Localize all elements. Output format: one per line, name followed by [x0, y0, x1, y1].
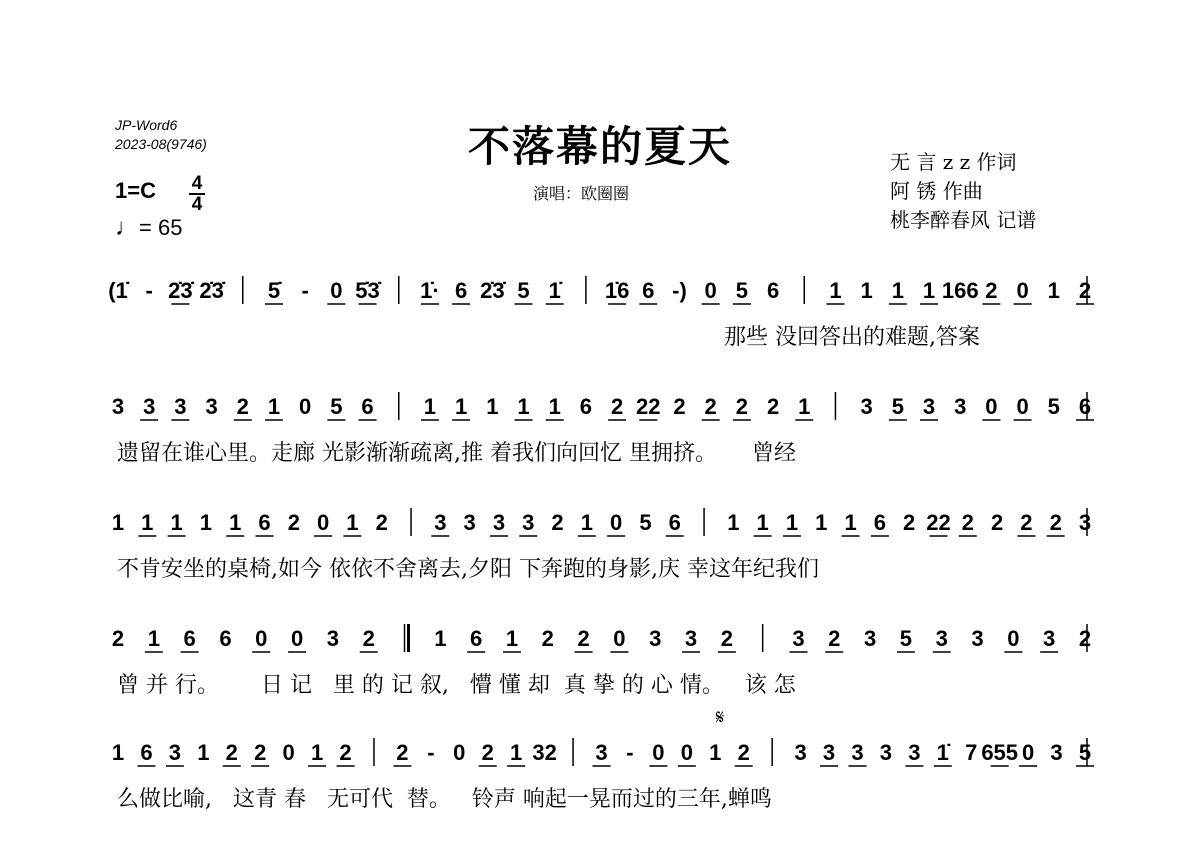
- score-note: 3: [794, 740, 807, 765]
- time-sig-top: 4: [191, 173, 203, 194]
- score-note: 3: [595, 740, 608, 765]
- score-note: 3: [463, 510, 476, 535]
- score-note: 3: [492, 510, 506, 535]
- score-note: 0: [316, 510, 330, 535]
- score-note: 2: [541, 626, 554, 651]
- score-note: 5: [1047, 394, 1060, 419]
- composer-credit: 阿 锈 作曲: [890, 179, 983, 203]
- score-note: 5: [639, 510, 652, 535]
- score-note: 5̇3̇: [355, 278, 380, 303]
- score-note: 2: [287, 510, 300, 535]
- score-note: 1: [510, 740, 523, 765]
- score-note: 1: [580, 510, 593, 535]
- score-note: 5: [891, 394, 904, 419]
- score-note: 2: [577, 626, 590, 651]
- score-note: 3: [922, 394, 936, 419]
- score-note: 3: [168, 740, 182, 765]
- score-note: 2̇3̇: [168, 278, 193, 303]
- score-note: 1: [267, 394, 281, 419]
- score-note: 5̇: [267, 278, 281, 303]
- score-note: -: [145, 278, 153, 303]
- score-note: 3: [143, 394, 156, 419]
- score-note: 6: [873, 510, 887, 535]
- score-note: 2: [236, 394, 249, 419]
- score-note: 1: [517, 394, 530, 419]
- score-note: 1: [141, 510, 154, 535]
- score-note: 0: [282, 740, 295, 765]
- score-note: 6: [183, 626, 196, 651]
- score-note: 1: [727, 510, 740, 535]
- score-note: 3: [792, 626, 805, 651]
- score-note: 3: [522, 510, 535, 535]
- score-note: 3: [1078, 510, 1092, 535]
- score-note: 0: [255, 626, 268, 651]
- score-note: 2: [339, 740, 352, 765]
- lyricist-credit: 无 言 z z 作词: [890, 150, 1017, 174]
- score-note: 1: [1047, 278, 1060, 303]
- score-note: 1: [548, 394, 561, 419]
- score-note: 1̇·: [420, 278, 440, 303]
- lyric-line-5: 么做比喻, 这青 春 无可代 替。 铃声 响起一晃而过的三年,蝉鸣: [117, 787, 772, 812]
- score-note: 6: [258, 510, 271, 535]
- score-note: 1̇: [548, 278, 561, 303]
- score-note: 5: [735, 278, 748, 303]
- score-note: 3: [111, 394, 125, 419]
- score-note: 2: [1049, 510, 1062, 535]
- score-note: 1: [199, 510, 213, 535]
- song-title: 不落幕的夏天: [467, 122, 732, 171]
- score-note: 3: [822, 740, 836, 765]
- score-note: 3: [935, 626, 948, 651]
- score-note: 0: [610, 510, 623, 535]
- score-note: 0: [330, 278, 343, 303]
- score-note: 2: [828, 626, 841, 651]
- tempo-value: = 65: [139, 215, 183, 240]
- score-note: 3: [684, 626, 698, 651]
- score-note: 5: [330, 394, 343, 419]
- score-note: 2̇3̇: [199, 278, 224, 303]
- score-note: 3: [205, 394, 218, 419]
- score-note: -): [672, 278, 687, 303]
- score-note: 2: [1078, 626, 1092, 651]
- score-note: 1: [486, 394, 499, 419]
- score-note: 0: [680, 740, 693, 765]
- score-note: 6: [766, 278, 780, 303]
- score-note: 2: [720, 626, 733, 651]
- score-note: 1: [756, 510, 769, 535]
- score-note: 655: [981, 740, 1019, 765]
- score-note: 1̇6: [604, 278, 630, 303]
- score-note: 6: [579, 394, 593, 419]
- score-note: 2̇3̇: [480, 278, 505, 303]
- score-note: 2: [903, 510, 916, 535]
- score-note: 1: [860, 278, 873, 303]
- score-note: 3: [851, 740, 864, 765]
- score-note: 1: [891, 278, 904, 303]
- score-note: 3: [860, 394, 873, 419]
- score-note: 1: [785, 510, 799, 535]
- score-note: 2: [111, 626, 125, 651]
- score-note: 3: [174, 394, 187, 419]
- score-note: 22: [636, 394, 661, 419]
- score-note: 2: [673, 394, 686, 419]
- score-note: 6: [668, 510, 681, 535]
- score-note: 3: [971, 626, 984, 651]
- score-note: 5: [899, 626, 913, 651]
- score-note: 1: [829, 278, 842, 303]
- score-note: 0: [299, 394, 312, 419]
- score-note: 1: [455, 394, 468, 419]
- score-note: 2: [737, 740, 750, 765]
- segno-icon: 𝄋: [715, 705, 725, 729]
- score-note: 6: [219, 626, 232, 651]
- score-note: 1: [922, 278, 936, 303]
- score-note: 1: [505, 626, 519, 651]
- score-note: 166: [941, 278, 979, 303]
- score-note: 2: [375, 510, 388, 535]
- score-note: 2: [551, 510, 564, 535]
- score-note: 2: [961, 510, 974, 535]
- score-note: 6: [470, 626, 483, 651]
- score-note: 2: [1020, 510, 1033, 535]
- score-note: 0: [613, 626, 626, 651]
- score-note: 1: [798, 394, 811, 419]
- score-note: 0: [1016, 394, 1029, 419]
- score-note: 0: [290, 626, 304, 651]
- score-note: (1̇: [108, 278, 128, 303]
- score-note: 2: [481, 740, 494, 765]
- score-note: 1: [815, 510, 828, 535]
- score-note: 2: [990, 510, 1004, 535]
- score-note: 0: [985, 394, 998, 419]
- score-note: 5: [1078, 740, 1092, 765]
- score-note: 6: [455, 278, 468, 303]
- quarter-note-icon: ♩: [115, 214, 139, 241]
- score-note: -: [626, 740, 634, 765]
- lyric-line-1: 那些 没回答出的难题,答案: [724, 325, 980, 350]
- score-note: 1: [709, 740, 722, 765]
- score-note: 0: [1021, 740, 1035, 765]
- score-note: 2: [985, 278, 998, 303]
- score-note: 1̇: [936, 740, 949, 765]
- score-note: 2: [766, 394, 780, 419]
- score-note: 2: [225, 740, 238, 765]
- score-note: 3: [954, 394, 967, 419]
- score-note: 1: [147, 626, 160, 651]
- score-note: 2: [610, 394, 624, 419]
- score-note: 6: [1078, 394, 1092, 419]
- software-name: JP-Word6: [115, 117, 178, 133]
- score-note: 3: [879, 740, 893, 765]
- score-note: 1: [310, 740, 324, 765]
- score-note: 3: [908, 740, 921, 765]
- score-note: 1: [229, 510, 242, 535]
- score-note: 7: [965, 740, 978, 765]
- score-note: 1: [111, 740, 125, 765]
- score-note: 1: [170, 510, 183, 535]
- lyric-line-4: 曾 并 行。 日 记 里 的 记 叙, 懵 懂 却 真 挚 的 心 情。 该 怎: [117, 673, 796, 698]
- score-note: 6: [140, 740, 153, 765]
- score-note: 2: [396, 740, 409, 765]
- lyric-line-2: 遗留在谁心里。走廊 光影渐渐疏离,推 着我们向回忆 里拥挤。 曾经: [117, 441, 796, 466]
- score-note: 3: [649, 626, 662, 651]
- score-note: 2: [362, 626, 375, 651]
- score-note: 6: [361, 394, 374, 419]
- score-note: 3: [1050, 740, 1063, 765]
- lyric-line-3: 不肯安坐的桌椅,如今 依依不舍离去,夕阳 下奔跑的身影,庆 幸这年纪我们: [117, 557, 819, 582]
- score-note: 0: [1007, 626, 1020, 651]
- score-note: 0: [1016, 278, 1029, 303]
- score-note: 32: [532, 740, 557, 765]
- score-note: 2: [1078, 278, 1092, 303]
- score-note: 1: [423, 394, 437, 419]
- score-note: 1: [197, 740, 210, 765]
- score-note: 1: [434, 626, 447, 651]
- time-sig-bottom: 4: [191, 194, 203, 215]
- score-note: 1: [346, 510, 359, 535]
- singer-credit: 演唱：欧圈圈: [533, 184, 630, 203]
- score-note: 5: [517, 278, 530, 303]
- score-note: 3: [434, 510, 447, 535]
- software-version: 2023-08(9746): [115, 136, 207, 152]
- key-signature: 1=C: [115, 178, 156, 203]
- score-note: 0: [652, 740, 665, 765]
- score-note: -: [301, 278, 309, 303]
- score-note: 3: [863, 626, 877, 651]
- score-note: 6: [642, 278, 655, 303]
- score-note: 3: [1043, 626, 1056, 651]
- score-note: 0: [704, 278, 717, 303]
- score-note: 22: [926, 510, 951, 535]
- transcriber-credit: 桃李醉春风 记谱: [890, 208, 1037, 232]
- score-note: 0: [453, 740, 466, 765]
- score-note: -: [427, 740, 435, 765]
- score-note: 3: [326, 626, 340, 651]
- score-note: 2: [735, 394, 748, 419]
- score-note: 1: [111, 510, 125, 535]
- score-note: 1: [844, 510, 857, 535]
- score-note: 2: [254, 740, 267, 765]
- score-note: 2: [704, 394, 717, 419]
